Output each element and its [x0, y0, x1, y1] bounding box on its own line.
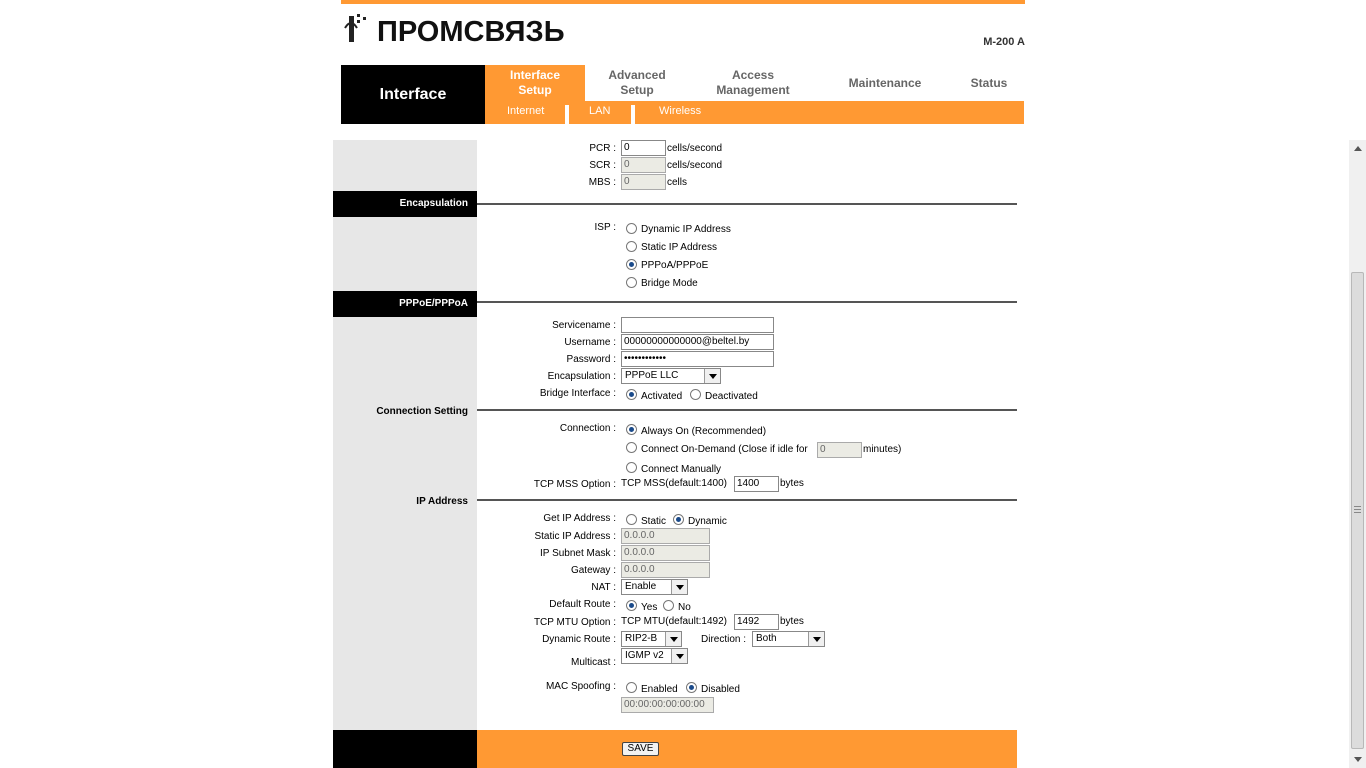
tcp-mtu-text: TCP MTU(default:1492) [621, 616, 727, 627]
default-route-label: Default Route : [549, 599, 616, 610]
connection-section-title: Connection Setting [376, 406, 468, 417]
static-ip-label: Static IP Address : [534, 531, 616, 542]
isp-dynamic-label: Dynamic IP Address [641, 224, 731, 235]
username-input[interactable]: 00000000000000@beltel.by [621, 334, 774, 350]
subtab-lan[interactable]: LAN [589, 105, 611, 117]
tcp-mtu-unit: bytes [780, 616, 804, 627]
idle-minutes-input[interactable]: 0 [817, 442, 862, 458]
mac-disabled-radio[interactable] [686, 682, 697, 693]
bridge-interface-label: Bridge Interface : [539, 388, 616, 399]
chevron-down-icon [671, 580, 687, 594]
gateway-input[interactable]: 0.0.0.0 [621, 562, 710, 578]
default-route-yes-radio[interactable] [626, 600, 637, 611]
nav-section-title: Interface [341, 65, 485, 124]
scr-input[interactable]: 0 [621, 157, 666, 173]
encapsulation-section-title: Encapsulation [333, 191, 477, 217]
tcp-mtu-input[interactable]: 1492 [734, 614, 779, 630]
tcp-mss-label: TCP MSS Option : [533, 479, 616, 490]
tab-advanced-setup[interactable]: Advanced Setup [608, 68, 666, 97]
isp-static-radio[interactable] [626, 241, 637, 252]
username-label: Username : [564, 337, 616, 348]
pcr-label: PCR : [589, 143, 616, 154]
tab-interface-setup[interactable]: Interface Setup [485, 65, 585, 101]
default-route-no-radio[interactable] [663, 600, 674, 611]
isp-bridge-label: Bridge Mode [641, 278, 698, 289]
mbs-unit: cells [667, 177, 688, 188]
divider [477, 499, 1017, 501]
multicast-select[interactable]: IGMP v2 [621, 648, 688, 664]
main-nav [341, 65, 1025, 124]
always-on-radio[interactable] [626, 424, 637, 435]
get-ip-dynamic-radio[interactable] [673, 514, 684, 525]
tcp-mss-text: TCP MSS(default:1400) [621, 478, 727, 489]
save-button[interactable]: SAVE [622, 742, 659, 756]
on-demand-radio[interactable] [626, 442, 637, 453]
subnet-mask-label: IP Subnet Mask : [540, 548, 616, 559]
bridge-activated-label: Activated [641, 391, 683, 402]
divider [477, 301, 1017, 303]
encap-label: Encapsulation : [547, 371, 616, 382]
encap-select[interactable]: PPPoE LLC [621, 368, 721, 384]
connection-label: Connection : [559, 423, 616, 434]
pppoe-section-title: PPPoE/PPPoA [333, 291, 477, 317]
mac-disabled-label: Disabled [701, 684, 740, 695]
grip-icon [1354, 506, 1361, 513]
multicast-label: Multicast : [570, 657, 616, 668]
isp-pppoe-label: PPPoA/PPPoE [641, 260, 709, 271]
mbs-input[interactable]: 0 [621, 174, 666, 190]
isp-label: ISP : [594, 222, 616, 233]
get-ip-static-label: Static [641, 516, 667, 527]
dynamic-route-label: Dynamic Route : [542, 634, 616, 645]
isp-pppoe-radio[interactable] [626, 259, 637, 270]
divider [477, 203, 1017, 205]
brand-logo [341, 6, 565, 48]
mac-address-input[interactable]: 00:00:00:00:00:00 [621, 697, 714, 713]
mbs-label: MBS : [588, 177, 616, 188]
top-accent-bar [341, 0, 1025, 4]
dynamic-route-select[interactable]: RIP2-B [621, 631, 682, 647]
footer-bar [477, 730, 1017, 768]
servicename-label: Servicename : [552, 320, 616, 331]
tcp-mss-unit: bytes [780, 478, 804, 489]
tcp-mss-input[interactable]: 1400 [734, 476, 779, 492]
brand-text: ПРОМСВЯЗЬ [377, 16, 565, 48]
always-on-label: Always On (Recommended) [641, 426, 767, 437]
get-ip-label: Get IP Address : [543, 513, 616, 524]
password-input[interactable]: •••••••••••• [621, 351, 774, 367]
bridge-activated-radio[interactable] [626, 389, 637, 400]
tab-status[interactable]: Status [970, 75, 1008, 90]
on-demand-label: Connect On-Demand (Close if idle for [641, 444, 808, 455]
divider [477, 409, 1017, 411]
pcr-unit: cells/second [667, 143, 723, 154]
mac-enabled-label: Enabled [641, 684, 678, 695]
bridge-deactivated-label: Deactivated [705, 391, 758, 402]
default-route-yes-label: Yes [641, 602, 658, 613]
gateway-label: Gateway : [570, 565, 616, 576]
tab-maintenance[interactable]: Maintenance [848, 75, 922, 90]
ip-section-title: IP Address [416, 496, 468, 507]
mac-enabled-radio[interactable] [626, 682, 637, 693]
servicename-input[interactable] [621, 317, 774, 333]
scr-unit: cells/second [667, 160, 723, 171]
password-label: Password : [566, 354, 616, 365]
tab-access-management[interactable]: Access Management [716, 68, 790, 97]
logo-icon [341, 6, 565, 48]
subtab-wireless[interactable]: Wireless [659, 105, 702, 117]
get-ip-dynamic-label: Dynamic [688, 516, 727, 527]
chevron-down-icon [671, 649, 687, 663]
isp-static-label: Static IP Address [641, 242, 717, 253]
tcp-mtu-label: TCP MTU Option : [533, 617, 616, 628]
footer-left [333, 730, 477, 768]
pcr-input[interactable]: 0 [621, 140, 666, 156]
isp-bridge-radio[interactable] [626, 277, 637, 288]
subtab-internet[interactable]: Internet [507, 105, 545, 117]
connect-manually-label: Connect Manually [641, 464, 722, 475]
nat-select[interactable]: Enable [621, 579, 688, 595]
chevron-down-icon [704, 369, 720, 383]
static-ip-input[interactable]: 0.0.0.0 [621, 528, 710, 544]
get-ip-static-radio[interactable] [626, 514, 637, 525]
nat-label: NAT : [591, 582, 616, 593]
scroll-up-icon[interactable] [1349, 140, 1366, 157]
direction-select[interactable]: Both [752, 631, 825, 647]
minutes-label: minutes) [863, 444, 902, 455]
chevron-down-icon [665, 632, 681, 646]
model-label: M-200 A [983, 36, 1025, 48]
connect-manually-radio[interactable] [626, 462, 637, 473]
bridge-deactivated-radio[interactable] [690, 389, 701, 400]
isp-dynamic-radio[interactable] [626, 223, 637, 234]
scr-label: SCR : [589, 160, 616, 171]
mac-spoofing-label: MAC Spoofing : [545, 681, 616, 692]
chevron-down-icon [808, 632, 824, 646]
direction-label: Direction : [701, 634, 747, 645]
subnet-mask-input[interactable]: 0.0.0.0 [621, 545, 710, 561]
left-column [333, 140, 477, 768]
scroll-down-icon[interactable] [1349, 751, 1366, 768]
default-route-no-label: No [678, 602, 691, 613]
